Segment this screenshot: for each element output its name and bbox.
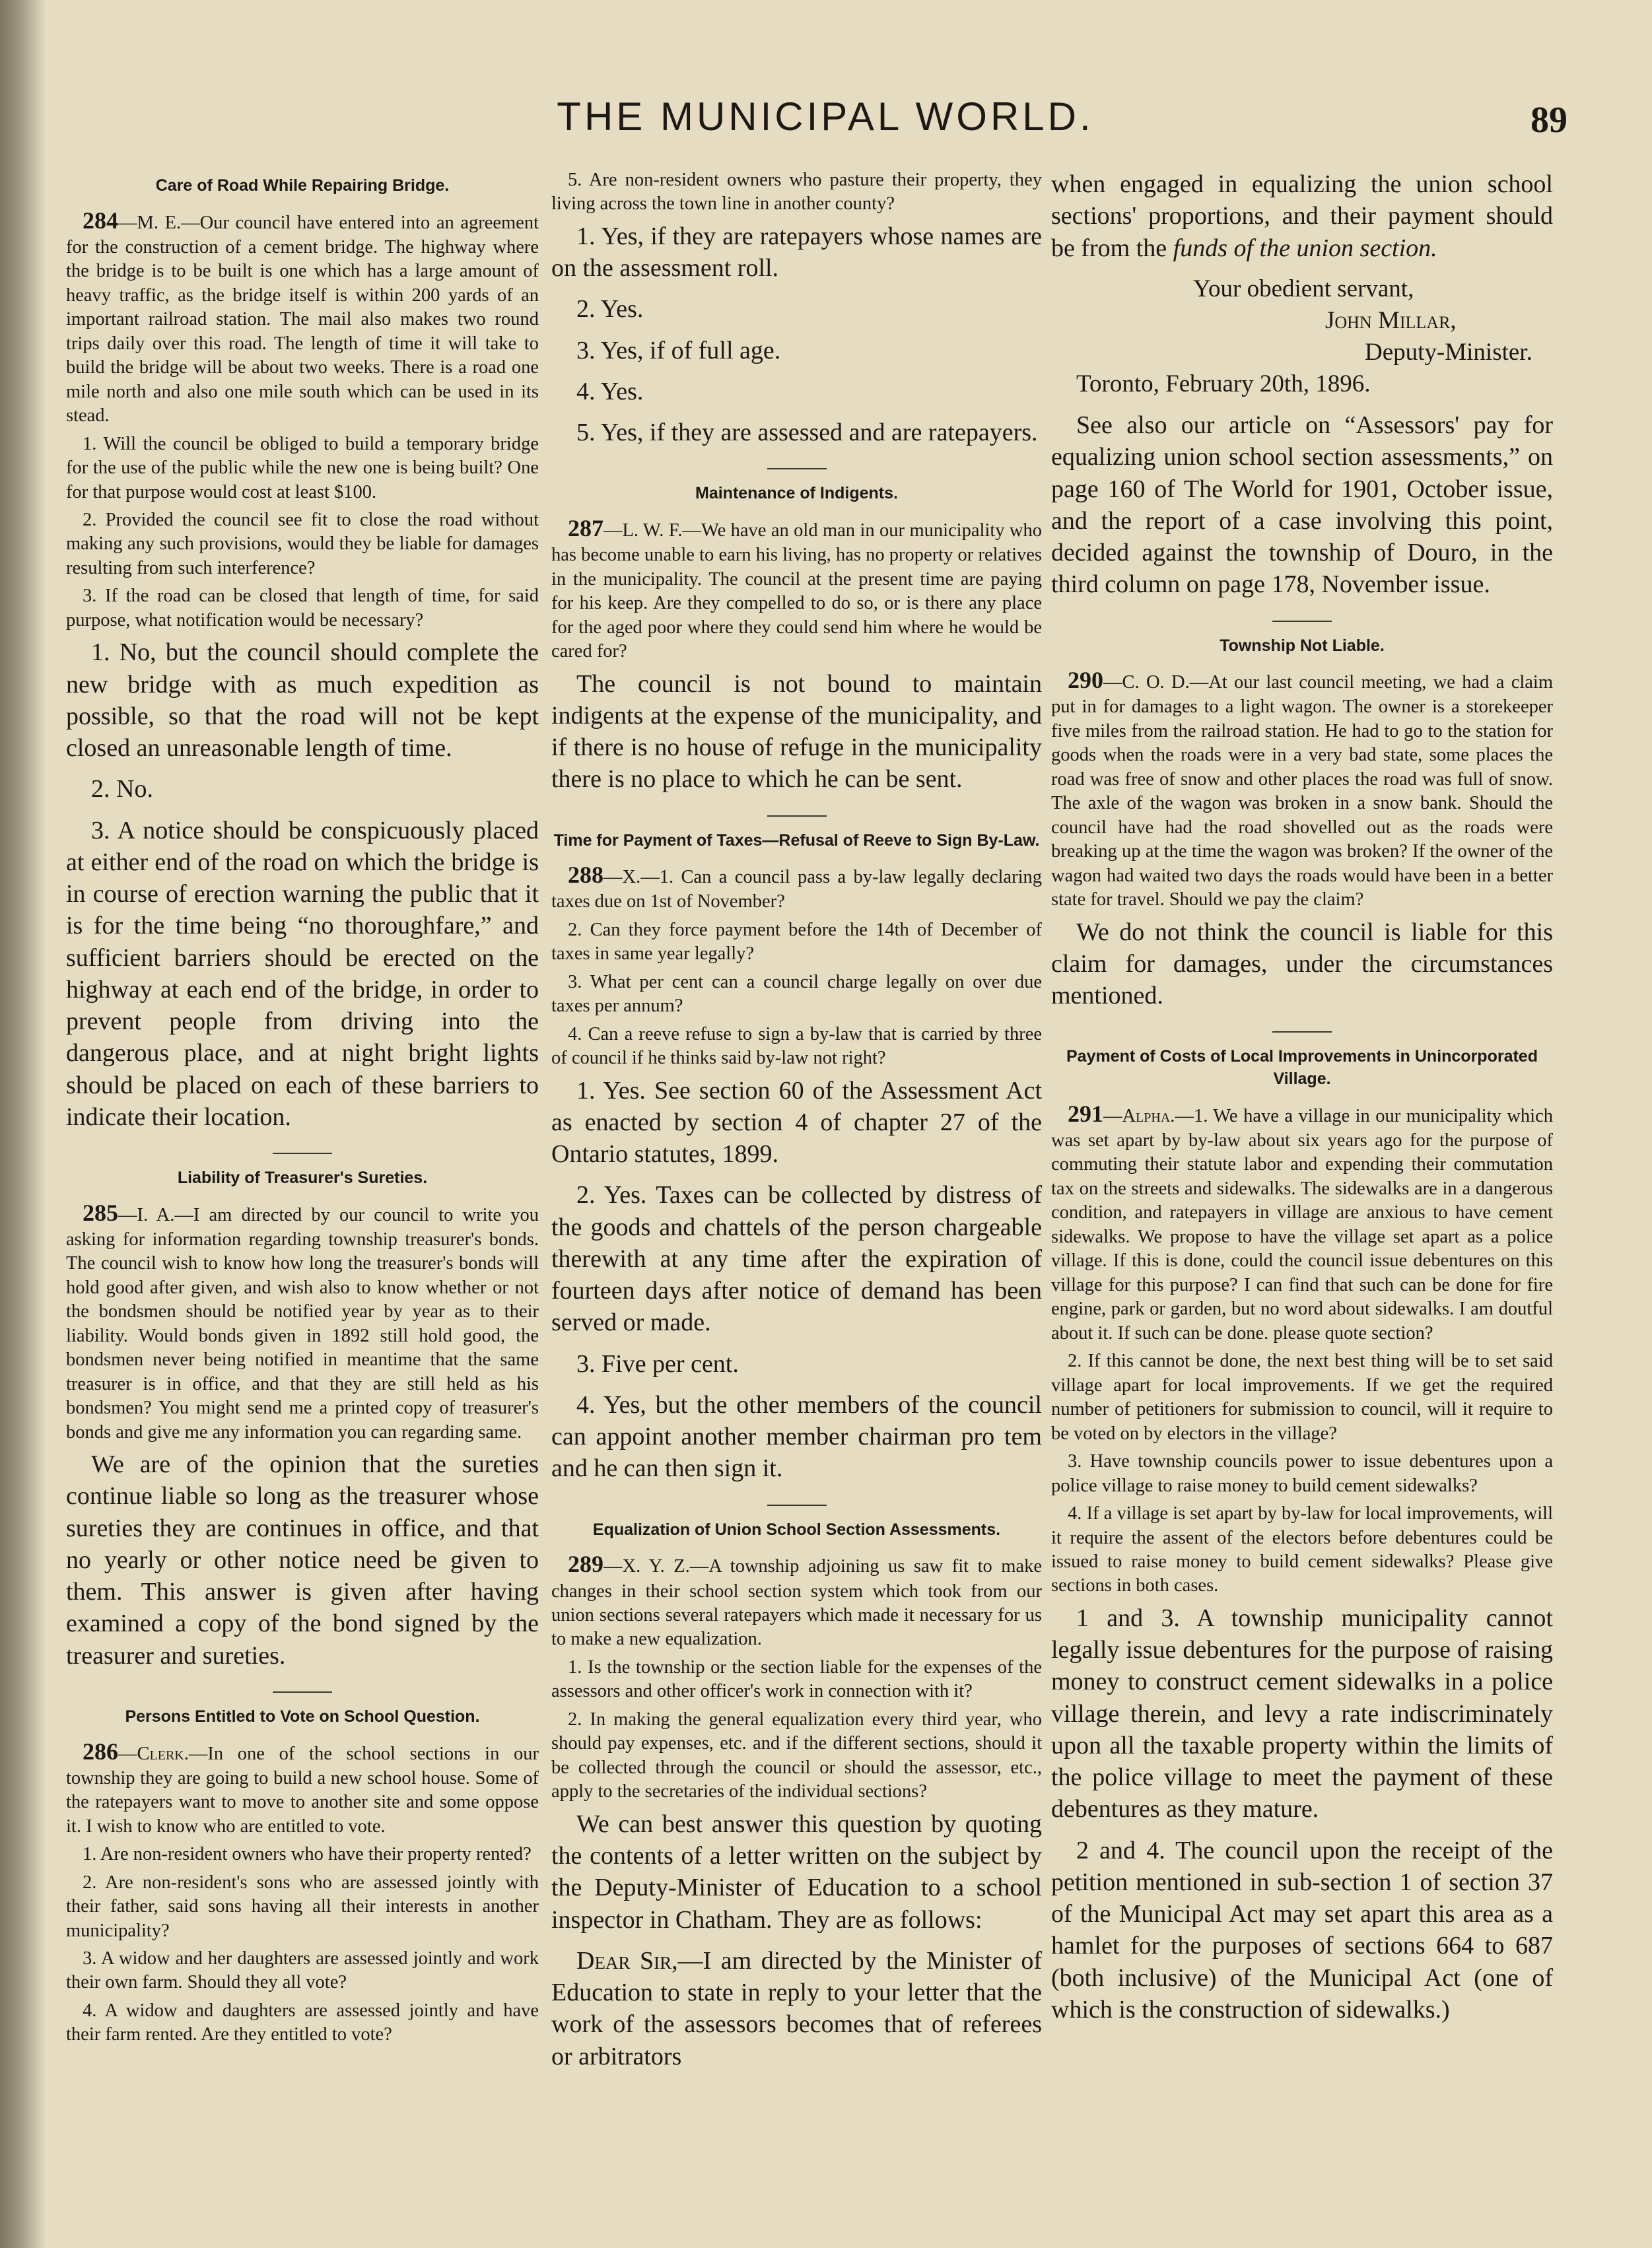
item-number: 284 — [83, 207, 118, 234]
question-284-3: 3. If the road can be closed that length of time, for said purpose, what notification would be necessary? — [66, 586, 539, 630]
answer-286-2: 2. Yes. — [576, 295, 644, 324]
question-text: —C. O. D.—At our last council meeting, we had a claim put in for damages to a light wagon. The owner is a storekeeper five miles from the railroad station. He had to go to the station for goods when the roads were in a very bad state, some places the road was free of snow and other places the road was full of snow. The axle of the wagon was broken in a snow bank. Should the council have had the road shovelled out as the roads were breaking up at the time the wagon was broken? If the owner of the wagon had waited two days the roads would have been in a better state for travel. Should we pay the claim? — [1051, 672, 1553, 910]
column-1 — [66, 168, 539, 2051]
section-divider — [767, 468, 827, 469]
question-text: —M. E.—Our council have entered into an agreement for the construction of a cement bridge. The highway where the bridge is to be built is one which has a large amount of heavy traffic, as the bridge itself is within 200 yards of an important railroad station. The mail also makes two round trips daily over this road. The length of time it will take to build the bridge will be about two weeks. There is a road one mile north and also one mile south which can be used in its stead. — [66, 212, 539, 426]
salutation: Dear Sir, — [576, 1946, 678, 1975]
letter-289 — [551, 1945, 1042, 2072]
answer-291-2-4: 2 and 4. The council upon the receipt of the petition mentioned in sub-section 1 of section 37 of the Municipal Act may set apart this area as a hamlet for the purposes of sections 664 to 687 (both inclusive) of the Municipal Act (one of which is the construction of sidewalks.) — [1051, 1836, 1553, 2024]
answer-289: We can best answer this question by quoting the contents of a letter written on the subject by the Deputy-Minister of Education to a school inspector in Chatham. They are as follows: — [551, 1810, 1042, 1934]
heading-291: Payment of Costs of Local Improvements in Unincorporated Village. — [1066, 1047, 1538, 1089]
correspondent: —Alpha. — [1103, 1105, 1175, 1126]
heading-290: Township Not Liable. — [1220, 636, 1385, 655]
question-289-1: 1. Is the township or the section liable for the expenses of the assessors and other officer's work in connection with it? — [551, 1656, 1042, 1702]
answer-290: We do not think the council is liable for this claim for damages, under the circumstances mentioned. — [1051, 918, 1553, 1010]
correspondent: —Clerk. — [118, 1743, 189, 1764]
question-291-2: 2. If this cannot be done, the next best thing will be to set said village apart for local improvements. If we get the required number of petitioners for submission to council, will it require to be voted on by electors in the village? — [1051, 1351, 1553, 1444]
section-divider — [1272, 621, 1332, 622]
item-number: 285 — [83, 1199, 118, 1226]
question-text: —X. Y. Z.—A township adjoining us saw fit to make changes in their school section system which took from our union sections several ratepayers which made it necessary for us to make a new equalization. — [551, 1556, 1042, 1650]
item-number: 286 — [83, 1738, 118, 1765]
question-286-5: 5. Are non-resident owners who pasture their property, they living across the town line in another county? — [551, 170, 1042, 215]
question-286 — [66, 1736, 539, 1839]
section-divider — [1272, 1031, 1332, 1033]
column-2 — [551, 168, 1042, 2082]
book-spine-shadow — [0, 0, 46, 2248]
heading-287: Maintenance of Indigents. — [695, 484, 898, 503]
heading-284: Care of Road While Repairing Bridge. — [155, 176, 450, 195]
answer-288-4: 4. Yes, but the other members of the council can appoint another member chairman pro tem and he can then sign it. — [551, 1390, 1042, 1483]
answer-285: We are of the opinion that the sureties continue liable so long as the treasurer whose sureties they are continues in office, and that no yearly or other notice need be given to them. This answer is given after having examined a copy of the bond signed by the treasurer and sureties. — [66, 1450, 539, 1670]
question-286-1: 1. Are non-resident owners who have their property rented? — [83, 1844, 532, 1865]
question-291-1 — [1051, 1099, 1553, 1345]
question-288-4: 4. Can a reeve refuse to sign a by-law that is carried by three of council if he thinks said by-law not right? — [551, 1023, 1042, 1069]
letter-continuation — [1051, 168, 1553, 264]
question-288-1 — [551, 860, 1042, 914]
item-number: 290 — [1068, 667, 1103, 694]
heading-289: Equalization of Union School Section Assessments. — [592, 1520, 1001, 1539]
answer-286-3: 3. Yes, if of full age. — [576, 336, 781, 364]
signer: John Millar, — [1325, 306, 1457, 334]
letter-text: —I am directed by the Minister of Education to state in reply to your letter that the work of the assessors becomes that of referees or arbitrators — [551, 1946, 1043, 2070]
item-number: 287 — [568, 515, 603, 542]
question-text: —1. We have a village in our municipality which was set apart by by-law about six years ago for the purpose of commuting their statute labor and expending their commutation tax on the streets and sidewalks. The sidewalks are in a dangerous condition, and ratepayers in village are anxious to have cement sidewalks. We propose to have the village set apart as a police village. If this is done, could the council issue debentures on this village for this purpose? I can find that such can be done for fire engine, park or garden, but no word about sidewalks. I am doutful about it. If such can be done. please quote section? — [1051, 1105, 1553, 1344]
question-text: —I. A.—I am directed by our council to write you asking for information regarding township treasurer's bonds. The council wish to know how long the treasurer's bonds will hold good after given, and wish also to know whether or not the bondsmen should be notified year by year as to their liability. Would bonds given in 1892 still hold good, the bondsmen never being notified in meantime that the same treasurer is in office, and that they are still held as his bondsmen? You might send me a printed copy of treasurer's bonds and give me any information you can regarding same. — [66, 1204, 539, 1443]
column-3 — [1051, 168, 1553, 2035]
answer-284-3: 3. A notice should be conspicuously placed at either end of the road on which the bridge is in course of erection warning the public that it is for the time being “no thoroughfare,” and sufficient barriers should be erected on the highway at each end of the bridge, in order to prevent people from driving into the dangerous place, and at night bright lights should be placed on each of these barriers to indicate their location. — [66, 816, 539, 1131]
question-286-2: 2. Are non-resident's sons who are assessed jointly with their father, said sons having all their interests in another municipality? — [66, 1872, 539, 1941]
letter-date: Toronto, February 20th, 1896. — [1076, 370, 1371, 398]
item-number: 288 — [568, 862, 603, 889]
masthead: THE MUNICIPAL WORLD. — [557, 94, 1094, 139]
question-286-4: 4. A widow and daughters are assessed jointly and have their farm rented. Are they entitled to vote? — [66, 2000, 539, 2045]
question-287 — [551, 513, 1042, 664]
question-291-4: 4. If a village is set apart by by-law for local improvements, will it require the assent of the electors before debentures could be issued to raise money to build cement sidewalks? Please give sections in both cases. — [1051, 1503, 1553, 1596]
section-divider — [273, 1153, 332, 1154]
question-text: —X.—1. Can a council pass a by-law legally declaring taxes due on 1st of November? — [551, 867, 1042, 912]
signer-title: Deputy-Minister. — [1365, 338, 1532, 366]
see-also-note: See also our article on “Assessors' pay for equalizing union school section assessments,” on page 160 of The World for 1901, October issue, and the report of a case involving this point, decided against the township of Douro, in the third column on page 178, November issue. — [1051, 411, 1553, 599]
answer-284-2: 2. No. — [91, 775, 153, 803]
answer-291-1-3: 1 and 3. A township municipality cannot legally issue debentures for the purpose of raising money to construct cement sidewalks in a police village therein, and levy a rate indiscriminately upon all the taxable property within the limits of the police village to meet the payment of these debentures as they mature. — [1051, 1604, 1553, 1823]
question-289 — [551, 1549, 1042, 1651]
answer-286-5: 5. Yes, if they are assessed and are ratepayers. — [576, 419, 1038, 447]
section-divider — [273, 1691, 332, 1693]
section-divider — [767, 815, 827, 817]
page-number: 89 — [1531, 100, 1567, 141]
question-284 — [66, 205, 539, 428]
item-number: 291 — [1068, 1100, 1103, 1127]
section-divider — [767, 1505, 827, 1506]
answer-287: The council is not bound to maintain indigents at the expense of the municipality, and if there is no house of refuge in the municipality there is no place to which he can be sent. — [551, 669, 1042, 794]
question-288-2: 2. Can they force payment before the 14th of December of taxes in same year legally? — [551, 919, 1042, 965]
question-288-3: 3. What per cent can a council charge legally on over due taxes per annum? — [551, 971, 1042, 1017]
question-286-3: 3. A widow and her daughters are assessed jointly and work their own farm. Should they all vote? — [66, 1948, 539, 1993]
letter-text: when engaged in equalizing the union school sections' proportions, and their payment should be from the — [1051, 170, 1553, 262]
question-291-3: 3. Have township councils power to issue debentures upon a police village to raise money to build cement sidewalks? — [1051, 1451, 1553, 1496]
heading-285: Liability of Treasurer's Sureties. — [177, 1169, 428, 1188]
heading-288: Time for Payment of Taxes—Refusal of Reeve to Sign By-Law. — [553, 831, 1040, 850]
answer-286-1: 1. Yes, if they are ratepayers whose names are on the assessment roll. — [551, 222, 1042, 283]
answer-288-2: 2. Yes. Taxes can be collected by distress of the goods and chattels of the person chargeable therewith at any time after the expiration of fourteen days after notice of demand has been served or made. — [551, 1181, 1042, 1337]
answer-288-1: 1. Yes. See section 60 of the Assessment Act as enacted by section 4 of chapter 27 of the Ontario statutes, 1899. — [551, 1076, 1042, 1169]
question-284-2: 2. Provided the council see fit to close the road without making any such provisions, would they be liable for damages resulting from such interference? — [66, 509, 539, 578]
question-text: —L. W. F.—We have an old man in our municipality who has become unable to earn his living, has no property or relatives in the municipality. The council at the present time are paying for his keep. Are they compelled to do so, or is there any place for the aged poor where they could send him where he would be cared for? — [551, 520, 1042, 662]
question-289-2: 2. In making the general equalization every third year, who should pay expenses, etc. and if the different sections, should it be collected through the council or should the assessor, etc., apply to the secretaries of the individual sections? — [551, 1709, 1042, 1802]
answer-284-1: 1. No, but the council should complete the new bridge with as much expedition as possible, so that the road will not be kept closed an unreasonable length of time. — [66, 638, 539, 763]
closing: Your obedient servant, — [1193, 275, 1414, 302]
letter-italic: funds of the union section. — [1173, 234, 1437, 262]
question-290 — [1051, 665, 1553, 912]
answer-288-3: 3. Five per cent. — [576, 1349, 739, 1378]
question-284-1: 1. Will the council be obliged to build a temporary bridge for the use of the public while the new one is being built? One for that purpose would cost at least $100. — [66, 433, 539, 502]
question-text: —In one of the school sections in our township they are going to build a new school house. Some of the ratepayers want to move to another site and some oppose it. I wish to know who are entitled to vote. — [66, 1743, 539, 1837]
heading-286: Persons Entitled to Vote on School Question. — [125, 1707, 480, 1726]
question-285 — [66, 1198, 539, 1445]
answer-286-4: 4. Yes. — [576, 377, 644, 405]
item-number: 289 — [568, 1551, 603, 1578]
